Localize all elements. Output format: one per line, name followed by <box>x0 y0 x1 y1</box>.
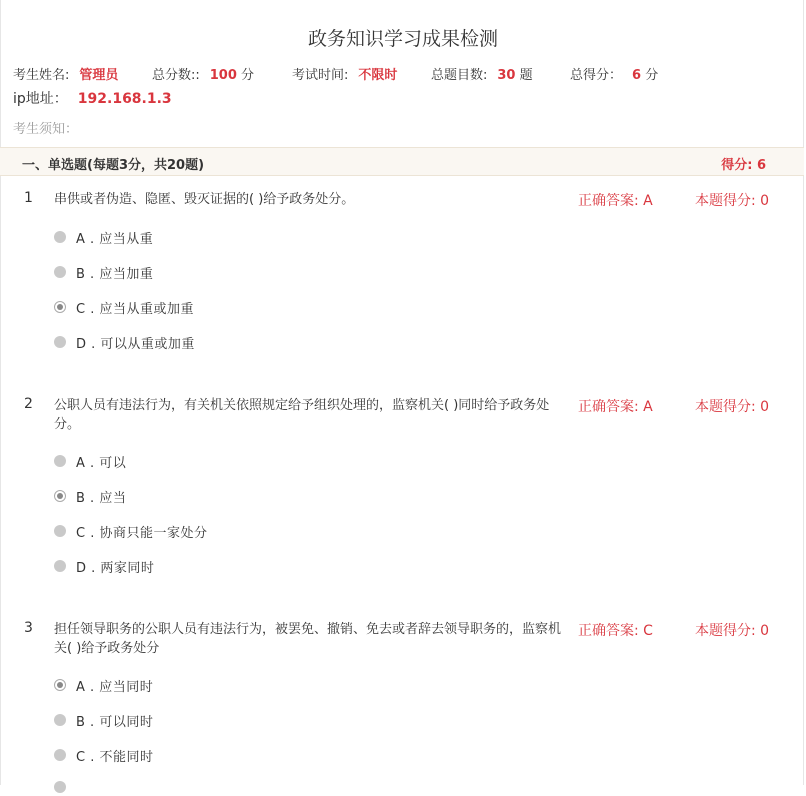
question-count <box>431 64 533 83</box>
option-label: D . 可以从重或加重 <box>76 336 195 352</box>
question-text: 担任领导职务的公职人员有违法行为，被罢免、撤销、免去或者辞去领导职务的，监察机关( )给予政务处分 <box>54 622 562 656</box>
exam-notice: 考生须知： <box>13 122 79 137</box>
option-label: D . 两家同时 <box>76 560 155 576</box>
option-label: C . 协商只能一家处分 <box>76 525 208 541</box>
radio-button-selected[interactable] <box>54 679 66 691</box>
exam-time-value: 不限时 <box>358 68 398 83</box>
final-score-value: 6 <box>632 68 642 83</box>
examinee-name <box>13 64 118 83</box>
option-b[interactable] <box>54 487 126 505</box>
question-score: 本题得分: 0 <box>695 193 770 209</box>
final-score-unit: 分 <box>645 68 659 83</box>
ip-value: 192.168.1.3 <box>77 91 172 107</box>
radio-button[interactable] <box>54 455 66 467</box>
option-c[interactable] <box>54 522 207 540</box>
option-d-partial[interactable] <box>54 778 76 796</box>
question-score: 本题得分: 0 <box>695 623 770 639</box>
section-title: 一、单选题(每题3分，共20题) <box>22 158 205 173</box>
question-number: 2 <box>24 396 33 412</box>
question-number: 3 <box>24 620 33 636</box>
radio-button[interactable] <box>54 749 66 761</box>
option-label: B . 应当 <box>76 490 127 506</box>
option-c[interactable] <box>54 298 194 316</box>
radio-button[interactable] <box>54 231 66 243</box>
option-d[interactable] <box>54 333 195 351</box>
question-text: 串供或者伪造、隐匿、毁灭证据的( )给予政务处分。 <box>54 192 355 207</box>
section-score: 得分: 6 <box>721 158 766 173</box>
radio-button[interactable] <box>54 336 66 348</box>
question-number: 1 <box>24 190 33 206</box>
option-a[interactable] <box>54 452 126 470</box>
correct-answer: 正确答案: C <box>578 623 653 639</box>
examinee-name-value: 管理员 <box>79 68 119 83</box>
radio-button[interactable] <box>54 560 66 572</box>
section-header <box>0 147 804 176</box>
exam-time <box>292 64 397 83</box>
radio-button[interactable] <box>54 266 66 278</box>
option-label: C . 应当从重或加重 <box>76 301 194 317</box>
question-count-unit: 题 <box>519 68 533 83</box>
option-label: A . 应当从重 <box>76 231 154 247</box>
final-score <box>570 64 658 83</box>
page-title: 政务知识学习成果检测 <box>307 28 498 50</box>
ip-address <box>13 88 172 108</box>
radio-button-selected[interactable] <box>54 301 66 313</box>
exam-time-label: 考试时间: <box>292 68 349 83</box>
total-score-value: 100 <box>209 68 237 83</box>
question-text: 公职人员有违法行为，有关机关依照规定给予组织处理的，监察机关( )同时给予政务处分。 <box>54 398 550 432</box>
option-c[interactable] <box>54 746 153 764</box>
option-label: A . 可以 <box>76 455 127 471</box>
option-b[interactable] <box>54 263 153 281</box>
question-count-value: 30 <box>497 68 516 83</box>
correct-answer: 正确答案: A <box>578 399 653 415</box>
option-label: B . 应当加重 <box>76 266 154 282</box>
option-d[interactable] <box>54 557 154 575</box>
option-label: B . 可以同时 <box>76 714 154 730</box>
correct-answer: 正确答案: A <box>578 193 653 209</box>
question-score: 本题得分: 0 <box>695 399 770 415</box>
question-count-label: 总题目数: <box>431 68 488 83</box>
option-a[interactable] <box>54 228 153 246</box>
radio-button[interactable] <box>54 714 66 726</box>
option-a[interactable] <box>54 676 153 694</box>
final-score-label: 总得分： <box>570 68 623 83</box>
option-label: C . 不能同时 <box>76 749 154 765</box>
total-score <box>152 64 254 83</box>
radio-button-selected[interactable] <box>54 490 66 502</box>
ip-label: ip地址： <box>13 91 68 107</box>
total-score-label: 总分数:: <box>152 68 200 83</box>
radio-button[interactable] <box>54 525 66 537</box>
examinee-name-label: 考生姓名: <box>13 68 70 83</box>
radio-button[interactable] <box>54 781 66 793</box>
option-label: A . 应当同时 <box>76 679 154 695</box>
total-score-unit: 分 <box>241 68 255 83</box>
option-b[interactable] <box>54 711 153 729</box>
